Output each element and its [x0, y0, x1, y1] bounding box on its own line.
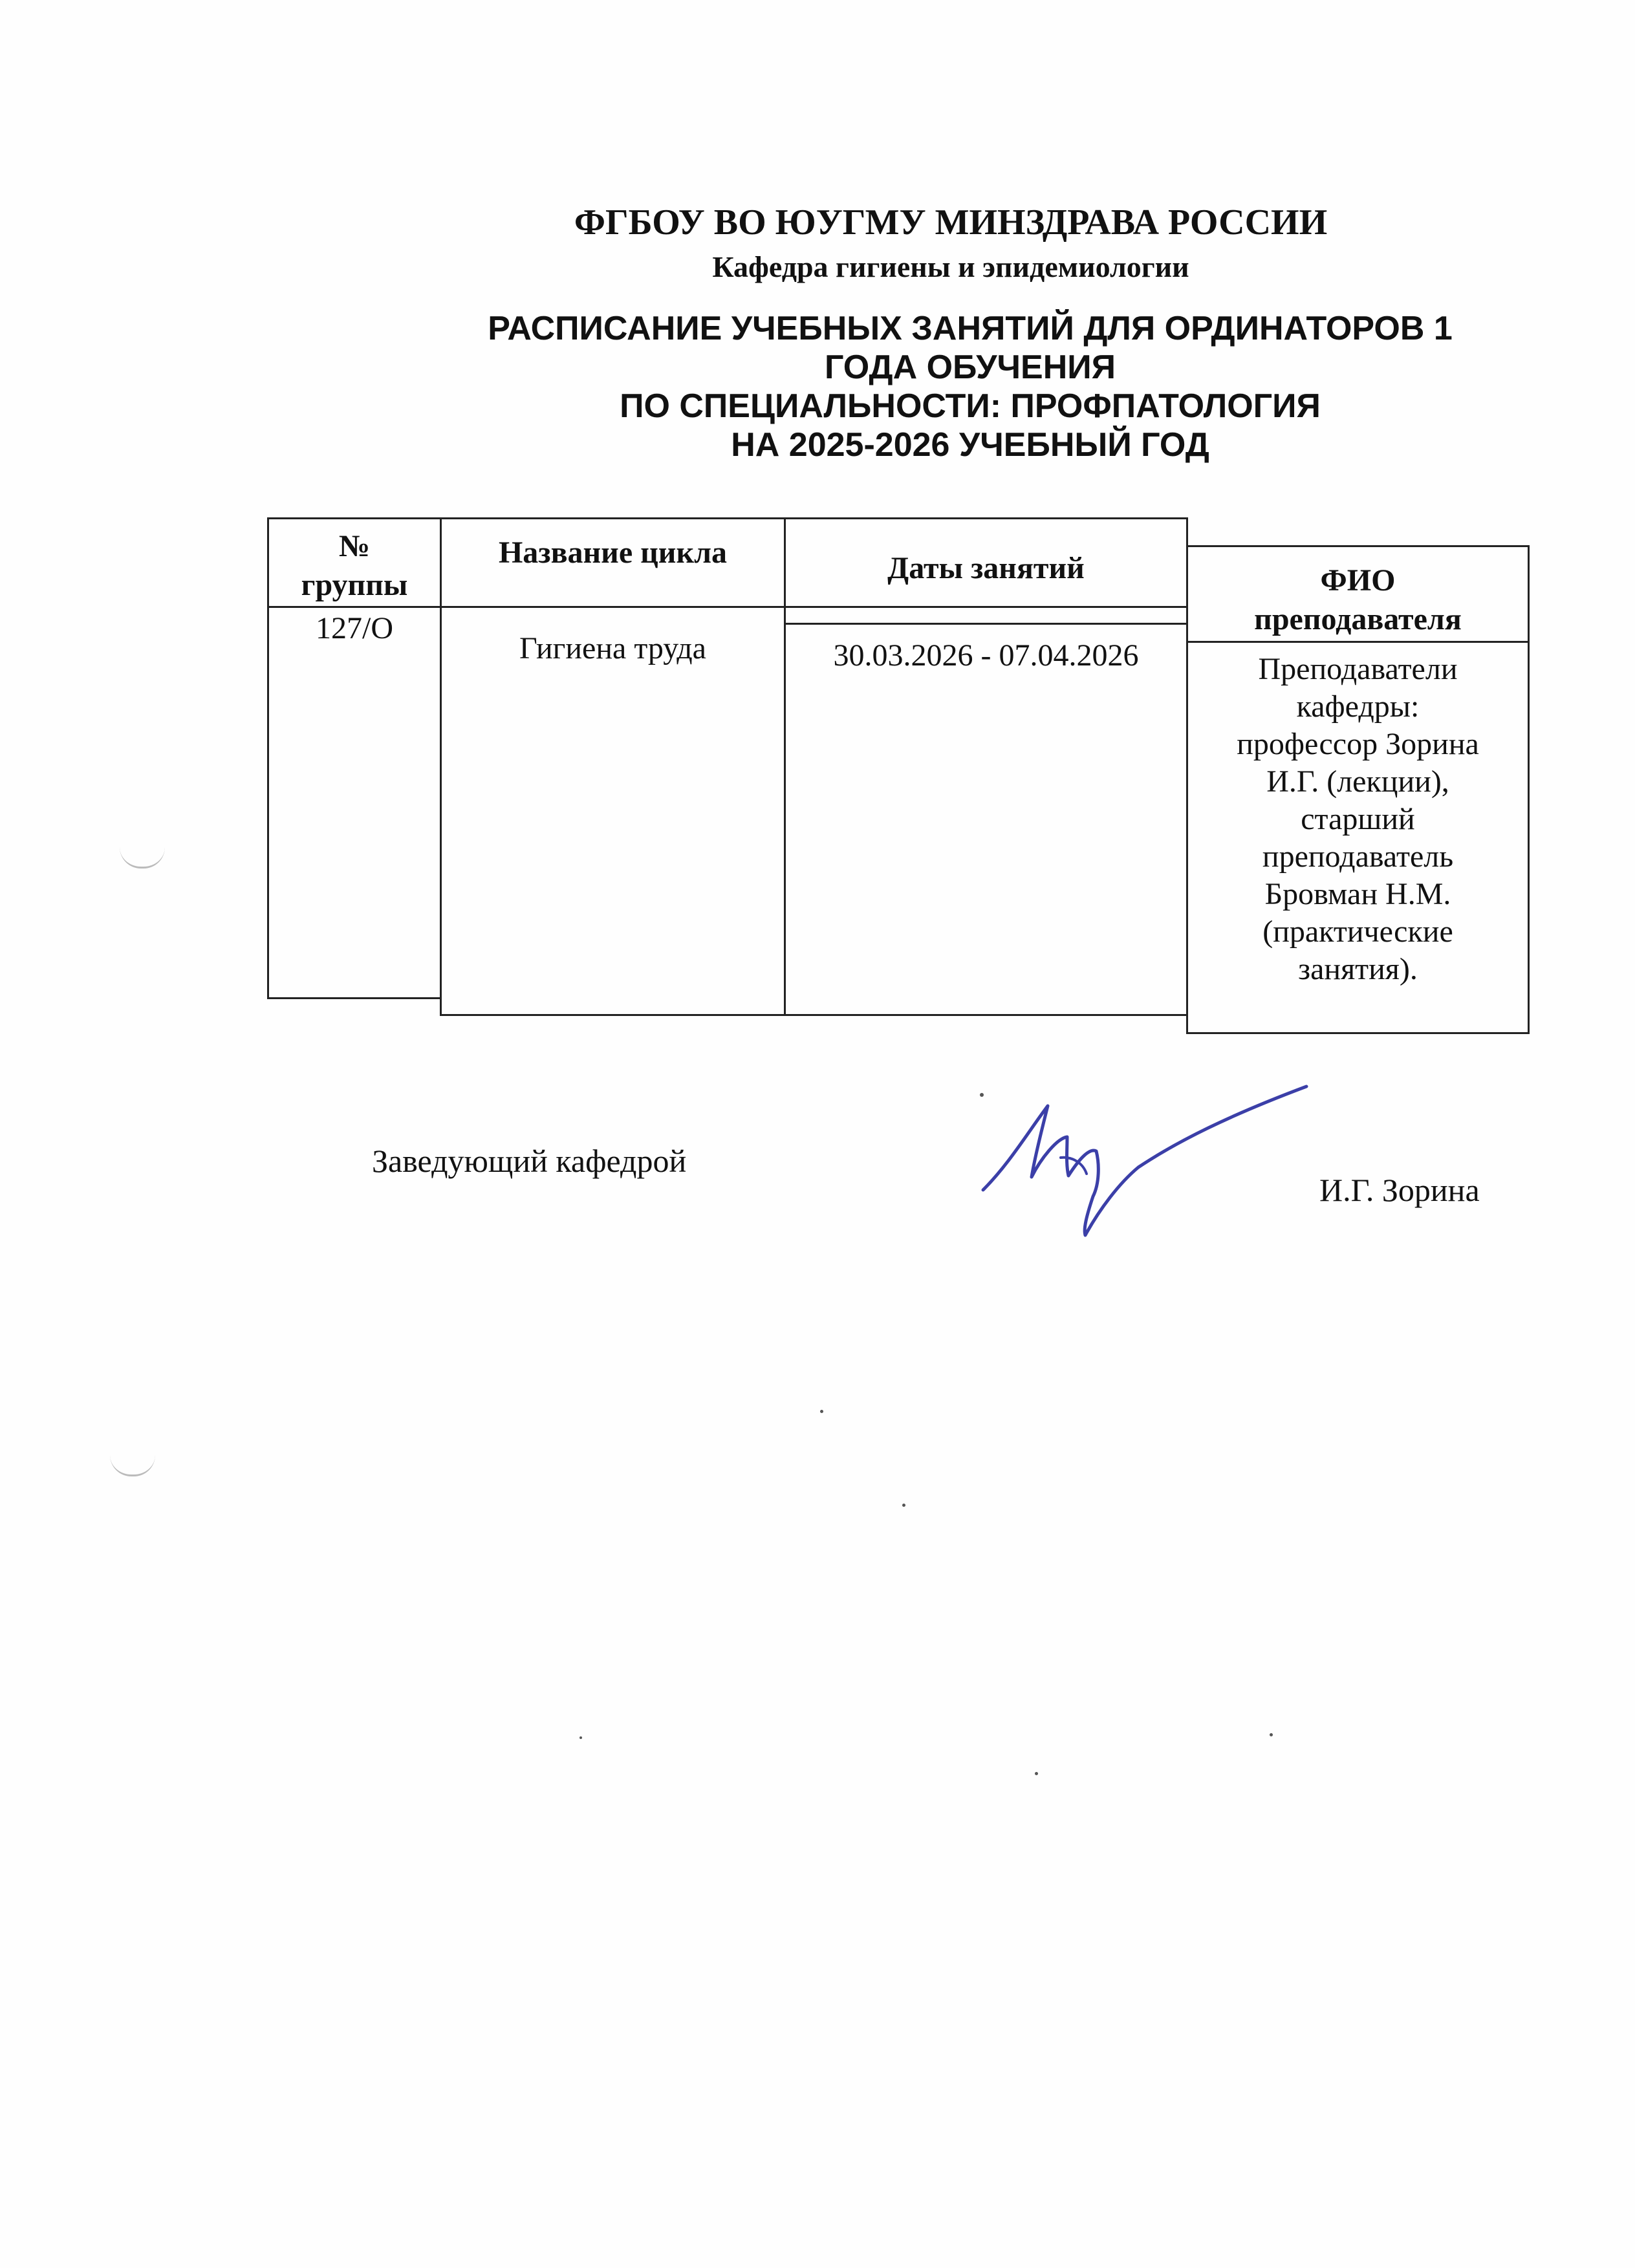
speck [579, 1736, 582, 1739]
teacher-line: профессор Зорина [1237, 727, 1479, 761]
teacher-line: кафедры: [1296, 689, 1420, 724]
department-name: Кафедра гигиены и эпидемиологии [712, 250, 1189, 283]
header-line: преподавателя [1254, 602, 1462, 636]
speck [820, 1410, 823, 1413]
teacher-line: Бровман Н.М. [1264, 877, 1451, 911]
title-line: ГОДА ОБУЧЕНИЯ [825, 349, 1116, 386]
teacher-line: (практические [1262, 914, 1453, 949]
cell-group: 127/О [267, 606, 442, 999]
signature-role: Заведующий кафедрой [372, 1143, 687, 1179]
header-line: ФИО [1320, 563, 1396, 598]
header-line: № [338, 529, 371, 563]
teacher-line: Преподаватели [1258, 652, 1458, 686]
cell-teacher [1186, 641, 1530, 1034]
teacher-line: старший [1301, 802, 1415, 836]
teacher-line: И.Г. (лекции), [1266, 764, 1449, 799]
header-teacher [1186, 545, 1530, 643]
header-cycle-name: Название цикла [440, 517, 786, 608]
signature-scribble-icon [970, 1061, 1319, 1248]
title-line: РАСПИСАНИЕ УЧЕБНЫХ ЗАНЯТИЙ ДЛЯ ОРДИНАТОРОВ 1 [488, 310, 1453, 347]
header-dates: Даты занятий [784, 517, 1188, 608]
speck [980, 1093, 984, 1097]
document-title [362, 309, 1578, 464]
punch-hole [110, 1455, 155, 1476]
cell-cycle: Гигиена труда [440, 606, 786, 1016]
header-group-number [267, 517, 442, 608]
signature-name: И.Г. Зорина [1319, 1172, 1480, 1208]
punch-hole [120, 847, 165, 869]
speck [902, 1504, 905, 1507]
teacher-line: занятия). [1298, 952, 1418, 986]
cell-dates: 30.03.2026 - 07.04.2026 [784, 623, 1188, 1016]
title-line: НА 2025-2026 УЧЕБНЫЙ ГОД [731, 426, 1209, 464]
speck [1035, 1772, 1038, 1775]
speck [1270, 1733, 1273, 1736]
teacher-line: преподаватель [1262, 839, 1454, 874]
organization-name: ФГБОУ ВО ЮУГМУ МИНЗДРАВА РОССИИ [574, 202, 1328, 243]
header-line: группы [301, 568, 408, 602]
title-line: ПО СПЕЦИАЛЬНОСТИ: ПРОФПАТОЛОГИЯ [620, 387, 1321, 425]
